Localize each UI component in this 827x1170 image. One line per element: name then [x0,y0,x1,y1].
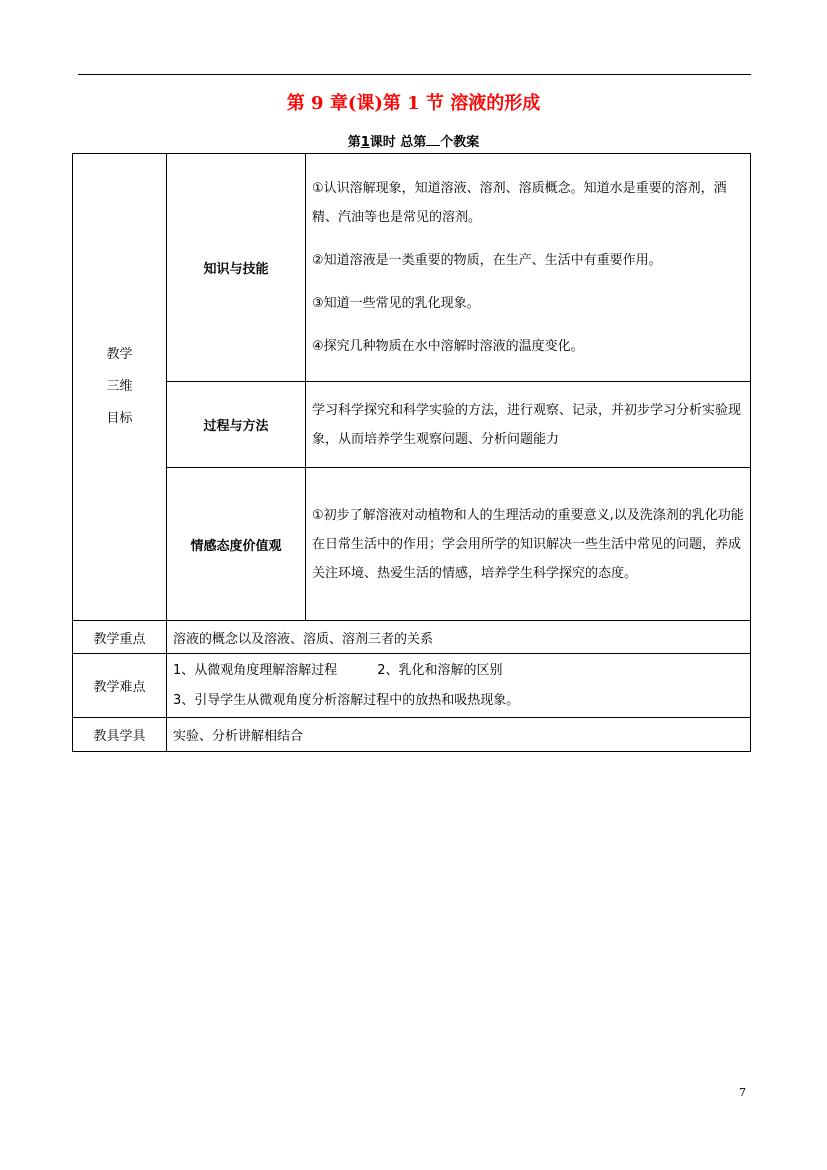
header-rule [78,74,751,75]
process-label: 过程与方法 [167,382,306,468]
knowledge-content [306,154,751,382]
knowledge-item: ④探究几种物质在水中溶解时溶液的温度变化。 [312,339,584,354]
lesson-plan-table [72,153,751,752]
key-points-label: 教学重点 [73,621,167,654]
difficulties-content [167,654,751,718]
difficulty-item: 3、引导学生从微观角度分析溶解过程中的放热和吸热现象。 [173,692,520,708]
difficulty-item: 1、从微观角度理解溶解过程 [173,662,338,678]
knowledge-item: ③知道一些常见的乳化现象。 [312,296,480,311]
tools-label: 教具学具 [73,718,167,752]
total-blank [426,133,440,146]
table-row [73,718,751,752]
table-row [73,154,751,382]
difficulties-label: 教学难点 [73,654,167,718]
table-row [73,654,751,718]
subtitle-suffix: 个教案 [440,135,480,150]
document-title: 第 9 章(课)第 1 节 溶液的形成 [286,93,541,114]
lesson-number: 1 [360,135,370,150]
subtitle-prefix: 第 [347,135,361,150]
key-points-content: 溶液的概念以及溶液、溶质、溶剂三者的关系 [167,621,751,654]
knowledge-label: 知识与技能 [167,154,306,382]
lesson-subtitle [0,131,827,150]
table-row [73,382,751,468]
subtitle-middle: 课时 总第 [369,135,427,150]
tools-content: 实验、分析讲解相结合 [167,718,751,752]
page-number: 7 [739,1086,746,1099]
table-row [73,468,751,621]
process-content: 学习科学探究和科学实验的方法，进行观察、记录，并初步学习分析实验现象，从而培养学生观察问题、分析问题能力 [306,382,751,468]
difficulty-item: 2、乳化和溶解的区别 [377,662,503,678]
table-row [73,621,751,654]
knowledge-item: ①认识溶解现象，知道溶液、溶剂、溶质概念。知道水是重要的溶剂，酒精、汽油等也是常见的溶剂。 [312,181,727,225]
objectives-group-label: 教学 三维 目标 [73,154,167,621]
attitude-content: ①初步了解溶液对动植物和人的生理活动的重要意义,以及洗涤剂的乳化功能在日常生活中的作用；学会用所学的知识解决一些生活中常见的问题，养成关注环境、热爱生活的情感，培养学生科学探究的态度。 [306,468,751,621]
knowledge-item: ②知道溶液是一类重要的物质，在生产、生活中有重要作用。 [312,253,662,268]
attitude-label: 情感态度价值观 [167,468,306,621]
